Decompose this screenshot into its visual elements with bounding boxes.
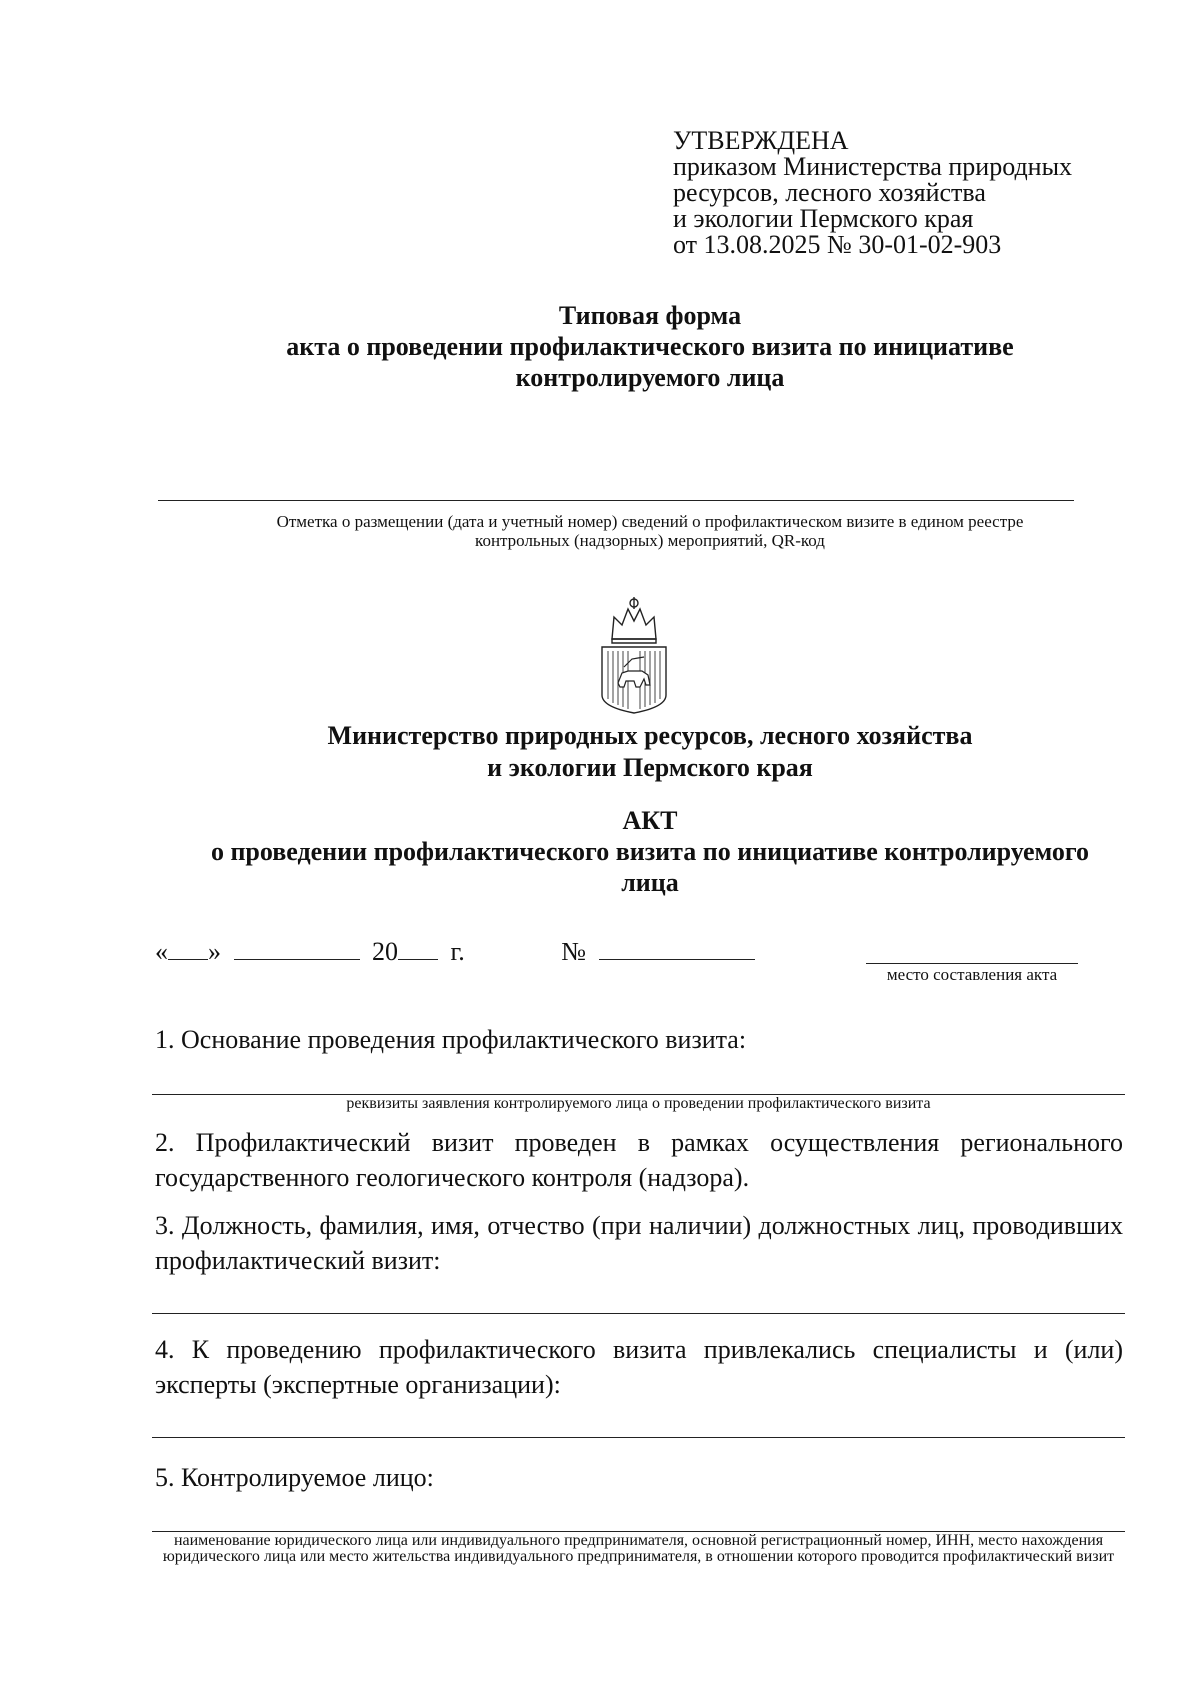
item-4-fill-line[interactable] bbox=[152, 1437, 1125, 1438]
item-3-fill-line[interactable] bbox=[152, 1313, 1125, 1314]
ministry-name-line: и экологии Пермского края bbox=[487, 753, 813, 782]
approval-line: и экологии Пермского края bbox=[673, 204, 974, 233]
place-caption: место составления акта bbox=[886, 965, 1058, 984]
item-3: 3. Должность, фамилия, имя, отчество (при наличии) должностных лиц, проводивших профилактический визит: bbox=[155, 1211, 1123, 1275]
month-blank[interactable] bbox=[234, 937, 360, 960]
year-suffix: г. bbox=[450, 937, 465, 966]
approval-line: ресурсов, лесного хозяйства bbox=[673, 178, 986, 207]
act-subtitle: о проведении профилактического визита по инициативе контролируемого bbox=[210, 837, 1090, 866]
ministry-name bbox=[150, 720, 1150, 784]
registry-mark-line bbox=[158, 500, 1074, 501]
year-prefix: 20 bbox=[372, 937, 398, 966]
item-2: 2. Профилактический визит проведен в рамках осуществления регионального государственного геологического контроля (надзора). bbox=[155, 1128, 1123, 1192]
form-title bbox=[150, 300, 1150, 393]
form-title-line: Типовая форма bbox=[558, 301, 742, 330]
year-blank[interactable] bbox=[398, 937, 438, 960]
approval-title: УТВЕРЖДЕНА bbox=[673, 126, 849, 155]
number-sign: № bbox=[561, 937, 587, 966]
approval-stamp bbox=[673, 128, 1072, 258]
item-5-caption: наименование юридического лица или индивидуального предпринимателя, основной регистрационный номер, ИНН, место нахождения юридического лица или место жительства индивидуального предпринимателя, в отношении которого проводится профилактический визит bbox=[162, 1532, 1115, 1565]
date-number-row bbox=[155, 937, 755, 967]
act-subtitle: лица bbox=[621, 868, 679, 897]
day-blank[interactable] bbox=[168, 937, 208, 960]
item-5: 5. Контролируемое лицо: bbox=[155, 1463, 434, 1492]
item-4: 4. К проведению профилактического визита привлекались специалисты и (или) эксперты (экспертные организации): bbox=[155, 1335, 1123, 1399]
form-title-line: контролируемого лица bbox=[515, 363, 785, 392]
coat-of-arms-icon bbox=[598, 595, 670, 715]
quote-close: » bbox=[208, 937, 221, 966]
approval-line: приказом Министерства природных bbox=[673, 152, 1073, 181]
quote-open: « bbox=[155, 937, 168, 966]
place-blank[interactable] bbox=[866, 963, 1078, 964]
item-1: 1. Основание проведения профилактического визита: bbox=[155, 1025, 747, 1054]
form-title-line: акта о проведении профилактического визита по инициативе bbox=[286, 332, 1014, 361]
item-1-caption: реквизиты заявления контролируемого лица о проведении профилактического визита bbox=[346, 1095, 931, 1112]
approval-order-number: от 13.08.2025 № 30-01-02-903 bbox=[673, 230, 1002, 259]
act-number-blank[interactable] bbox=[599, 937, 755, 960]
ministry-name-line: Министерство природных ресурсов, лесного хозяйства bbox=[327, 721, 973, 750]
act-title: АКТ bbox=[622, 806, 678, 835]
registry-mark-caption: Отметка о размещении (дата и учетный номер) сведений о профилактическом визите в едином реестре контрольных (надзорных) мероприятий, QR-код bbox=[276, 512, 1024, 550]
act-heading bbox=[150, 805, 1150, 898]
